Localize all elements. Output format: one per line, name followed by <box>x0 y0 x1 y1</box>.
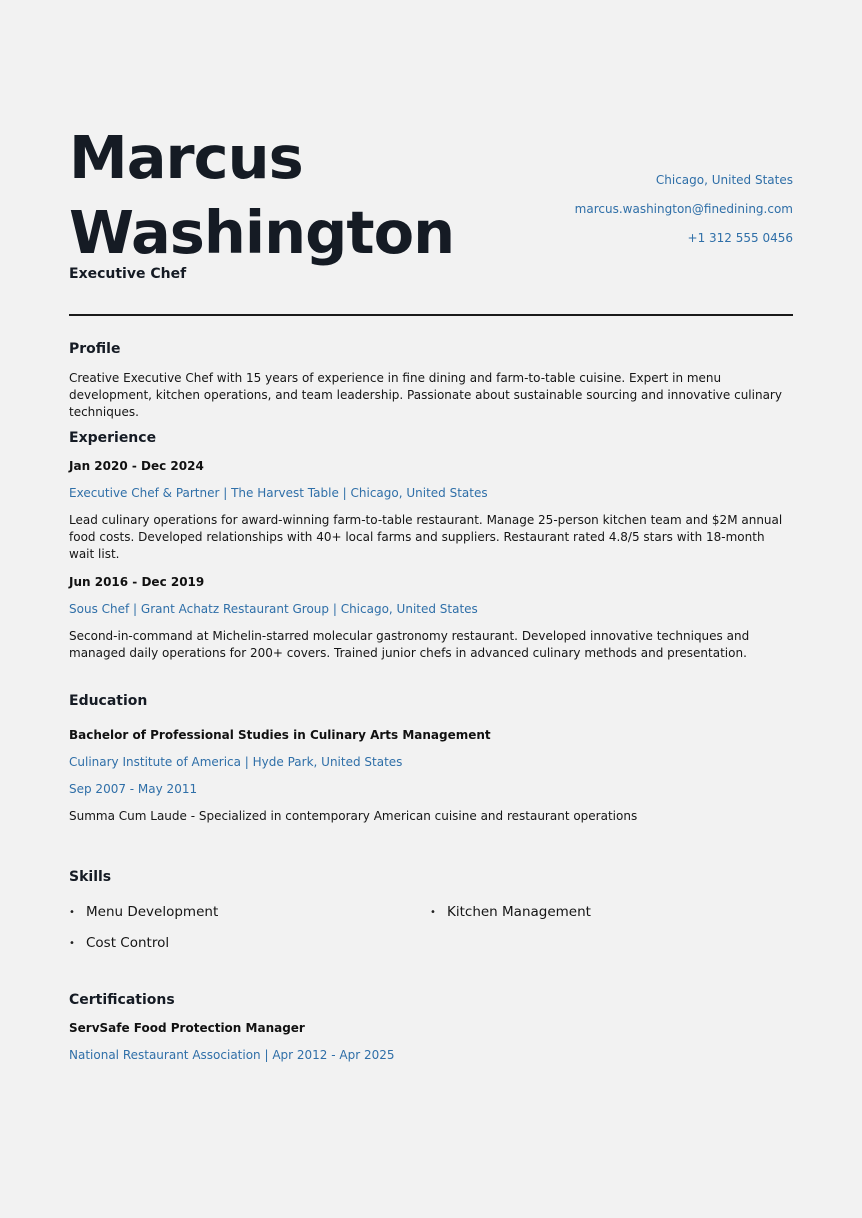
contact-email[interactable]: marcus.washington@finedining.com <box>574 202 793 216</box>
section-heading-experience: Experience <box>69 430 157 446</box>
section-heading-profile: Profile <box>69 341 121 357</box>
header-divider <box>69 314 793 316</box>
experience-role-line: Sous Chef | Grant Achatz Restaurant Group | Chicago, United States <box>69 602 478 616</box>
skills-section <box>69 869 793 974</box>
experience-description: Lead culinary operations for award-winning farm-to-table restaurant. Manage 25-person kitchen team and $2M annual food costs. Developed relationships with 40+ local farms and suppliers. Restaurant rated 4.8/5 stars with 18-month wait list. <box>69 513 783 561</box>
section-heading-skills: Skills <box>69 869 112 885</box>
section-heading-education: Education <box>69 693 148 709</box>
skill-item <box>69 904 218 920</box>
profile-text: Creative Executive Chef with 15 years of experience in fine dining and farm-to-table cuisine. Expert in menu development, kitchen operations, and team leadership. Passionate about sustainable sourcing and innovative culinary techniques. <box>69 371 782 419</box>
bullet-icon: • <box>69 937 75 949</box>
skill-item <box>430 904 591 920</box>
full-name <box>69 120 454 270</box>
bullet-icon: • <box>430 906 436 918</box>
experience-dates: Jan 2020 - Dec 2024 <box>69 459 204 473</box>
experience-role-line: Executive Chef & Partner | The Harvest Table | Chicago, United States <box>69 486 488 500</box>
experience-item <box>69 575 793 662</box>
skill-label: Cost Control <box>86 935 170 951</box>
certification-name: ServSafe Food Protection Manager <box>69 1021 305 1035</box>
bullet-icon: • <box>69 906 75 918</box>
job-title: Executive Chef <box>69 266 187 282</box>
experience-item <box>69 459 793 563</box>
skills-list <box>69 904 793 974</box>
contact-location: Chicago, United States <box>655 173 793 187</box>
certifications-section <box>69 992 793 1062</box>
contact-info <box>575 166 793 253</box>
education-dates: Sep 2007 - May 2011 <box>69 782 198 796</box>
contact-phone[interactable]: +1 312 555 0456 <box>687 231 793 245</box>
skill-label: Kitchen Management <box>447 904 591 920</box>
education-note: Summa Cum Laude - Specialized in contemporary American cuisine and restaurant operations <box>69 809 638 823</box>
profile-section <box>69 341 793 421</box>
experience-description: Second-in-command at Michelin-starred molecular gastronomy restaurant. Developed innovative techniques and managed daily operations for 200+ covers. Trained junior chefs in advanced culinary methods and presentation. <box>69 629 750 660</box>
certification-issuer: National Restaurant Association | Apr 2012 - Apr 2025 <box>69 1048 395 1062</box>
resume-header <box>69 0 793 316</box>
section-heading-certifications: Certifications <box>69 992 175 1008</box>
skill-label: Menu Development <box>86 904 219 920</box>
experience-section <box>69 430 793 662</box>
education-section <box>69 693 793 825</box>
education-school: Culinary Institute of America | Hyde Park, United States <box>69 755 403 769</box>
experience-dates: Jun 2016 - Dec 2019 <box>69 575 205 589</box>
education-degree: Bachelor of Professional Studies in Culinary Arts Management <box>69 728 491 742</box>
first-name: Marcus <box>69 123 303 192</box>
last-name: Washington <box>69 198 455 267</box>
skill-item <box>69 935 169 951</box>
